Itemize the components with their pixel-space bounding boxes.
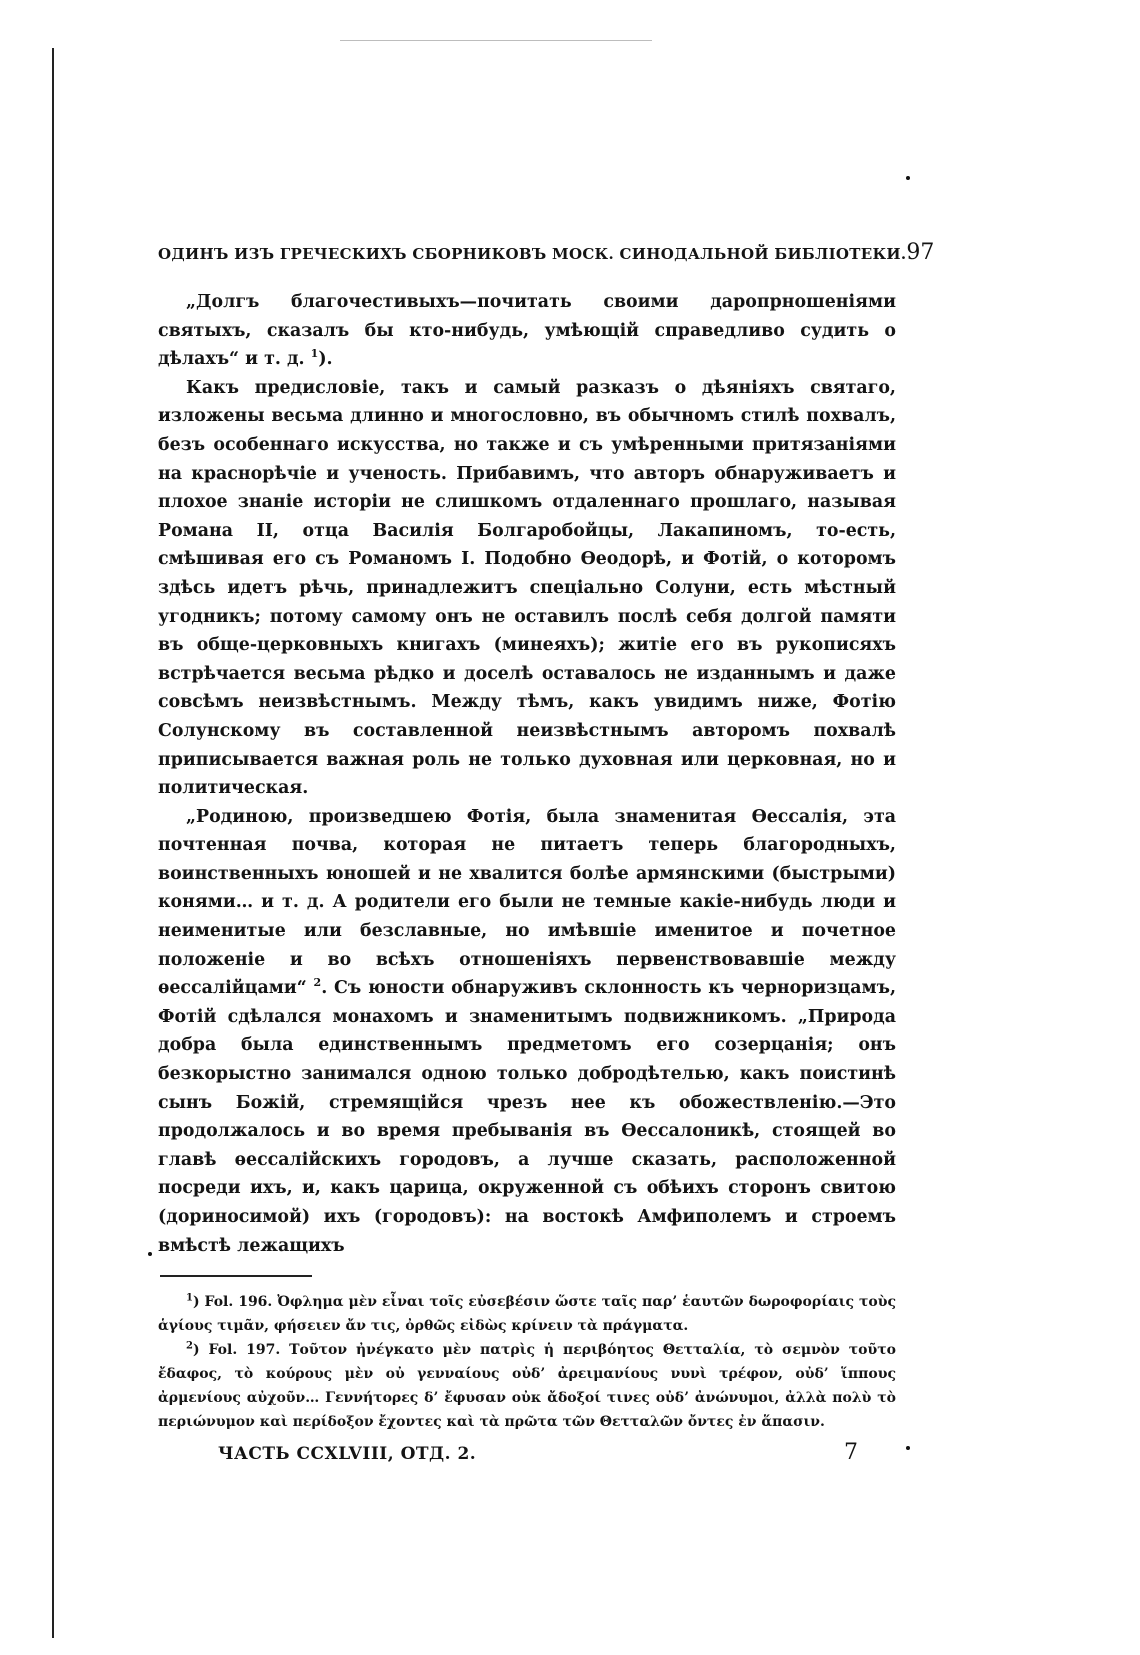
running-header <box>158 240 935 272</box>
footnote-ref: 1 <box>310 347 319 361</box>
scan-top-rule <box>340 40 652 41</box>
footnote <box>158 1290 896 1338</box>
footnote-text: ) Fol. 196. Ὀφλημα μὲν εἶναι τοῖς εὐσεβέσιν ὥστε ταῖς παρ’ ἑαυτῶν δωροφορίαις τοὺς ἁγίους τιμᾶν, φήσειεν ἄν τις, ὀρθῶς εἰδὼς κρίνειν τὰ πράγματα. <box>158 1294 896 1334</box>
scan-left-edge <box>52 48 54 1638</box>
footnote-marker: 2 <box>186 1340 193 1352</box>
footnotes <box>158 1290 896 1434</box>
scan-speck <box>906 1446 910 1450</box>
signature-number: 7 <box>844 1440 858 1465</box>
printer-signature <box>218 1440 858 1465</box>
paragraph <box>158 803 896 1261</box>
body-text <box>158 288 896 1260</box>
footnote-ref: 2 <box>313 976 322 990</box>
footnote-text: ) Fol. 197. Τοῦτον ἠνέγκατο μὲν πατρὶς ἡ περιβόητος Θετταλία, τὸ σεμνὸν τοῦτο ἔδαφος, τὸ κούρους μὲν οὐ γενναίους οὐδ’ ἀρειμανίους νυνὶ τρέφον, οὐδ’ ἵππους ἀρμενίους αὐχοῦν… Γεννήτορες δ’ ἔφυσαν οὐκ ἄδοξοί τινες οὐδ’ ἀνώνυμοι, ἀλλὰ πολὺ τὸ περιώνυμον καὶ περίδοξον ἔχοντες καὶ τὰ πρῶτα τῶν Θετταλῶν ὄντες ἐν ἅπασιν. <box>158 1342 896 1430</box>
page-number: 97 <box>906 240 935 265</box>
signature-label: ЧАСТЬ CCXLVIII, ОТД. 2. <box>218 1444 477 1464</box>
paragraph-text: „Долгъ благочестивыхъ—почитать своими даропрношеніями святыхъ, сказалъ бы кто-нибудь, умѣющій справедливо судить о дѣлахъ“ и т. д. <box>158 292 896 370</box>
paragraph-text: ). <box>318 349 333 370</box>
footnote-divider <box>160 1275 312 1277</box>
scan-speck <box>906 176 910 180</box>
paragraph-text: . Съ юности обнаруживъ склонность къ черноризцамъ, Фотій сдѣлался монахомъ и знаменитымъ подвижникомъ. „Природа добра была единственнымъ предметомъ его созерцанія; онъ безкорыстно занимался одною только добродѣтелью, какъ поистинѣ сынъ Божій, стремящійся чрезъ нее къ обожествленію.—Это продолжалось и во время пребыванія въ Ѳессалоникѣ, стоящей во главѣ ѳессалійскихъ городовъ, а лучше сказать, расположенной посреди ихъ, и, какъ царица, окруженной съ обѣихъ сторонъ свитою (дориносимой) ихъ (городовъ): на востокѣ Амфиполемъ и строемъ вмѣстѣ лежащихъ <box>158 978 897 1256</box>
footnote <box>158 1338 896 1434</box>
running-title: ОДИНЪ ИЗЪ ГРЕЧЕСКИХЪ СБОРНИКОВЪ МОСК. СИНОДАЛЬНОЙ БИБЛІОТЕКИ. <box>158 245 907 263</box>
scan-speck <box>148 1252 152 1256</box>
paragraph <box>158 374 896 803</box>
paragraph-text: Какъ предисловіе, такъ и самый разказъ о дѣяніяхъ святаго, изложены весьма длинно и многословно, въ обычномъ стилѣ похвалъ, безъ особеннаго искусства, но также и съ умѣренными притязаніями на краснорѣчіе и ученость. Прибавимъ, что авторъ обнаруживаетъ и плохое знаніе исторіи не слишкомъ отдаленнаго прошлаго, называя Романа II, отца Василія Болгаробойцы, Лакапиномъ, то-есть, смѣшивая его съ Романомъ I. Подобно Ѳеодорѣ, и Фотій, о которомъ здѣсь идетъ рѣчь, принадлежитъ спеціально Солуни, есть мѣстный угодникъ; потому самому онъ не оставилъ послѣ себя долгой памяти въ обще-церковныхъ книгахъ (минеяхъ); житіе его въ рукописяхъ встрѣчается весьма рѣдко и доселѣ оставалось не изданнымъ и даже совсѣмъ неизвѣстнымъ. Между тѣмъ, какъ увидимъ ниже, Фотію Солунскому въ составленной неизвѣстнымъ авторомъ похвалѣ приписывается важная роль не только духовная или церковная, но и политическая. <box>158 377 896 799</box>
paragraph-text: „Родиною, произведшею Фотія, была знаменитая Ѳессалія, эта почтенная почва, которая не питаетъ теперь благородныхъ, воинственныхъ юношей и не хвалится болѣе армянскими (быстрыми) конями… и т. д. А родители его были не темные какіе-нибудь люди и неименитые или безславные, но имѣвшіе именитое и почетное положеніе и во всѣхъ отношеніяхъ первенствовавшіе между ѳессалійцами“ <box>158 806 896 999</box>
footnote-marker: 1 <box>186 1292 193 1304</box>
paragraph <box>158 288 896 374</box>
